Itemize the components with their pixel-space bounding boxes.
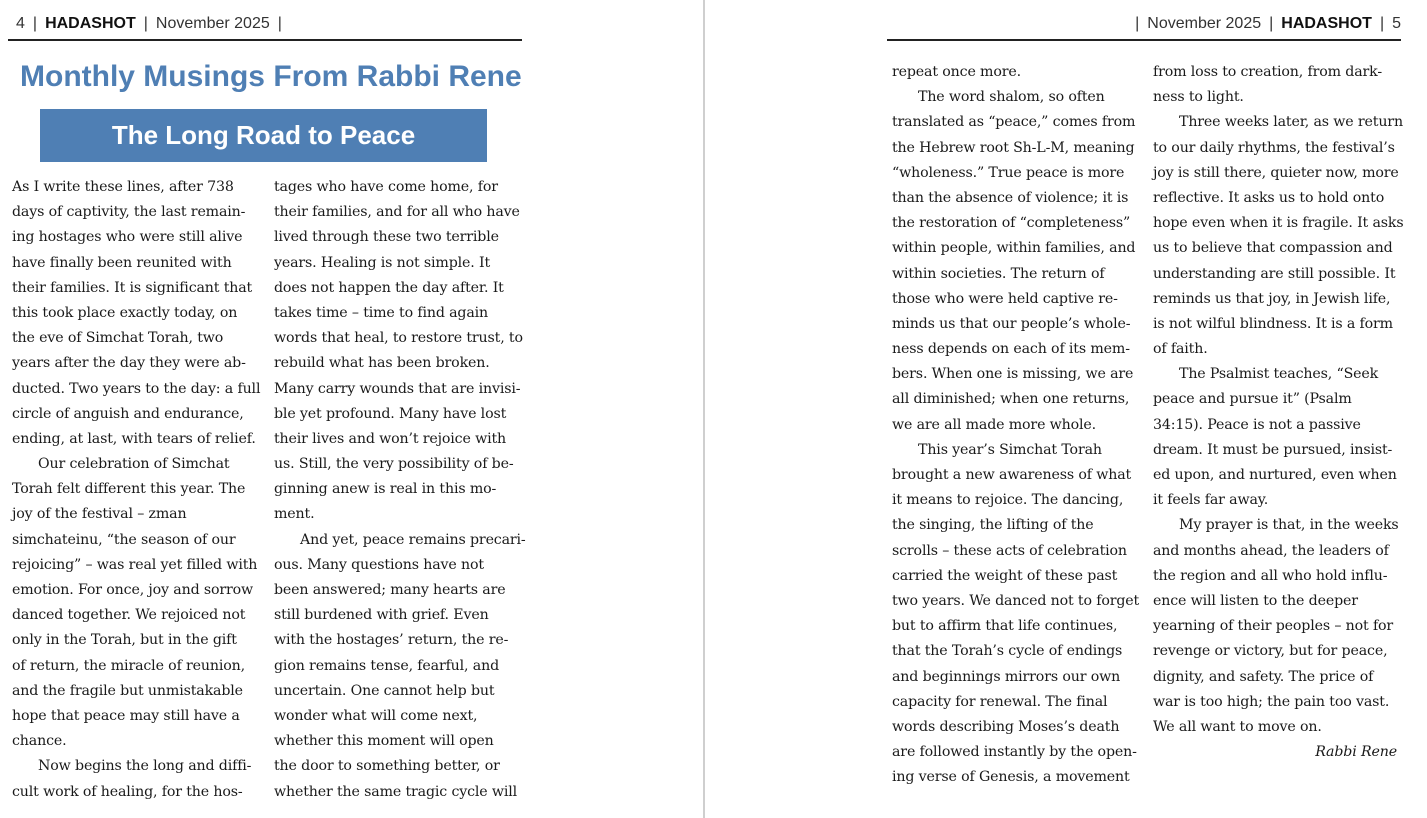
text-line: ble yet profound. Many have lost (274, 405, 507, 422)
text-line: reflective. It asks us to hold onto (1153, 189, 1385, 206)
text-line: whether the same tragic cycle will (274, 783, 518, 800)
text-line: does not happen the day after. It (274, 279, 504, 296)
text-line: it means to rejoice. The dancing, (892, 492, 1124, 509)
text-line: is not wilful blindness. It is a form (1153, 315, 1393, 332)
author-signature: Rabbi Rene (1315, 744, 1397, 761)
text-line: ducted. Two years to the day: a full (12, 380, 261, 397)
text-line: from loss to creation, from dark- (1153, 64, 1383, 80)
text-line: takes time – time to find again (274, 304, 489, 321)
text-line: Three weeks later, as we return (1179, 114, 1403, 131)
text-line: of return, the miracle of reunion, (12, 657, 246, 674)
text-line: repeat once more. (892, 64, 1021, 80)
text-line: all diminished; when one returns, (892, 391, 1130, 408)
right-page-header (1127, 10, 1401, 38)
text-line: the region and all who hold influ- (1153, 567, 1388, 584)
text-line: hope even when it is fragile. It asks (1153, 215, 1404, 232)
text-line: yearning of their peoples – not for (1153, 618, 1394, 635)
page-number: 5 (1392, 15, 1401, 32)
text-line: wonder what will come next, (274, 707, 478, 724)
header-separator: | (143, 15, 148, 32)
text-line: rebuild what has been broken. (274, 355, 490, 372)
publication-name: HADASHOT (45, 15, 136, 32)
text-line: tages who have come home, for (274, 179, 498, 195)
text-line: ing verse of Genesis, a movement (892, 769, 1130, 786)
text-line: those who were held captive re- (892, 290, 1118, 307)
text-line: the eve of Simchat Torah, two (12, 330, 224, 347)
text-line: are followed instantly by the open- (892, 744, 1137, 761)
text-line: capacity for renewal. The final (892, 693, 1108, 710)
text-line: two years. We danced not to forget (892, 592, 1140, 609)
text-line: We all want to move on. (1153, 718, 1322, 735)
text-line: ment. (274, 506, 315, 523)
text-line: understanding are still possible. It (1153, 265, 1396, 282)
text-column-3 (892, 60, 1144, 790)
header-separator: | (1269, 15, 1274, 32)
text-line: Our celebration of Simchat (38, 456, 230, 473)
text-line: and the fragile but unmistakable (12, 682, 243, 699)
text-line: of faith. (1153, 341, 1208, 358)
text-column-4 (1153, 60, 1404, 765)
text-line: only in the Torah, but in the gift (12, 632, 237, 649)
text-line: still burdened with grief. Even (274, 607, 489, 624)
text-line: words describing Moses’s death (892, 718, 1120, 735)
text-line: ous. Many questions have not (274, 556, 484, 573)
text-line: Many carry wounds that are invisi- (274, 380, 521, 397)
text-line: ending, at last, with tears of relief. (12, 430, 256, 447)
text-line: war is too high; the pain too vast. (1153, 693, 1390, 710)
left-page (0, 0, 704, 818)
text-line: gion remains tense, fearful, and (274, 657, 500, 674)
header-separator: | (1379, 15, 1385, 32)
publication-name: HADASHOT (1281, 15, 1372, 32)
text-line: the Hebrew root Sh-L-M, meaning (892, 139, 1135, 156)
text-line: days of captivity, the last remain- (12, 204, 246, 221)
text-line: emotion. For once, joy and sorrow (12, 582, 254, 598)
text-line: danced together. We rejoiced not (12, 607, 246, 624)
header-rule (887, 39, 1401, 41)
text-line: us. Still, the very possibility of be- (274, 456, 514, 473)
text-line: carried the weight of these past (892, 567, 1118, 584)
text-line: their families. It is significant that (12, 279, 253, 296)
text-line: within societies. The return of (892, 265, 1105, 282)
text-line: joy is still there, quieter now, more (1153, 164, 1399, 181)
text-line: chance. (12, 733, 67, 750)
text-line: ed upon, and nurtured, even when (1153, 467, 1397, 483)
text-line: peace and pursue it” (Psalm (1153, 391, 1352, 408)
text-line: reminds us that joy, in Jewish life, (1153, 290, 1391, 307)
text-line: but to affirm that life continues, (892, 618, 1118, 635)
left-page-header (16, 10, 290, 38)
header-separator: | (277, 15, 282, 32)
text-line: This year’s Simchat Torah (918, 441, 1102, 458)
text-line: ence will listen to the deeper (1153, 592, 1358, 609)
text-line: this took place exactly today, on (12, 304, 238, 321)
text-line: revenge or victory, but for peace, (1153, 643, 1388, 660)
text-line: cult work of healing, for the hos- (12, 783, 243, 800)
text-line: and beginnings mirrors our own (892, 668, 1121, 685)
right-page (706, 0, 1427, 818)
text-line: 34:15). Peace is not a passive (1153, 416, 1361, 433)
header-separator: | (32, 15, 38, 32)
text-line: And yet, peace remains precari- (300, 531, 526, 548)
text-line: the door to something better, or (274, 758, 500, 775)
text-line: hope that peace may still have a (12, 707, 240, 724)
text-line: dream. It must be pursued, insist- (1153, 441, 1393, 458)
text-line: words that heal, to restore trust, to (274, 330, 523, 347)
text-line: ginning anew is real in this mo- (274, 481, 497, 498)
text-line: “wholeness.” True peace is more (892, 164, 1125, 181)
text-line: The Psalmist teaches, “Seek (1179, 366, 1379, 383)
article-subtitle: The Long Road to Peace (111, 120, 416, 150)
text-line: that the Torah’s cycle of endings (892, 643, 1123, 660)
text-line: brought a new awareness of what (892, 467, 1132, 483)
subtitle-banner (40, 109, 487, 162)
text-line: ness depends on each of its mem- (892, 341, 1130, 358)
text-line: Torah felt different this year. The (12, 481, 246, 498)
text-line: translated as “peace,” comes from (892, 114, 1136, 131)
text-line: simchateinu, “the season of our (12, 531, 236, 548)
text-line: their lives and won’t rejoice with (274, 430, 507, 447)
text-line: minds us that our people’s whole- (892, 315, 1131, 332)
text-line: and months ahead, the leaders of (1153, 542, 1389, 559)
text-line: than the absence of violence; it is (892, 189, 1129, 206)
page-number: 4 (16, 15, 25, 32)
text-line: ing hostages who were still alive (12, 229, 243, 246)
text-line: it feels far away. (1153, 492, 1269, 509)
text-line: years after the day they were ab- (12, 355, 246, 372)
text-line: uncertain. One cannot help but (274, 682, 495, 699)
text-line: whether this moment will open (274, 733, 494, 750)
text-line: lived through these two terrible (274, 229, 499, 246)
text-line: joy of the festival – zman (12, 506, 187, 523)
text-line: been answered; many hearts are (274, 582, 506, 598)
text-line: we are all made more whole. (892, 416, 1097, 433)
text-line: bers. When one is missing, we are (892, 366, 1134, 383)
header-separator: | (1135, 15, 1140, 32)
issue-date: November 2025 (1147, 15, 1262, 32)
text-line: dignity, and safety. The price of (1153, 668, 1374, 685)
text-line: years. Healing is not simple. It (274, 254, 491, 271)
text-line: rejoicing” – was real yet filled with (12, 556, 258, 573)
text-line: The word shalom, so often (918, 89, 1105, 106)
text-line: circle of anguish and endurance, (12, 405, 244, 422)
text-line: As I write these lines, after 738 (12, 179, 234, 195)
text-line: My prayer is that, in the weeks (1179, 517, 1399, 534)
text-line: within people, within families, and (892, 240, 1136, 257)
article-title: Monthly Musings From Rabbi Rene (20, 60, 522, 93)
text-line: the restoration of “completeness” (892, 215, 1131, 232)
text-line: scrolls – these acts of celebration (892, 542, 1127, 559)
text-column-2 (274, 175, 526, 805)
text-line: have finally been reunited with (12, 254, 232, 271)
text-line: with the hostages’ return, the re- (274, 632, 509, 649)
text-line: their families, and for all who have (274, 204, 520, 221)
text-line: us to believe that compassion and (1153, 240, 1393, 257)
header-rule (8, 39, 522, 41)
text-line: Now begins the long and diffi- (38, 758, 252, 775)
text-line: to our daily rhythms, the festival’s (1153, 139, 1395, 156)
text-line: ness to light. (1153, 89, 1244, 106)
text-column-1 (12, 175, 262, 805)
issue-date: November 2025 (155, 15, 270, 32)
text-line: the singing, the lifting of the (892, 517, 1094, 534)
